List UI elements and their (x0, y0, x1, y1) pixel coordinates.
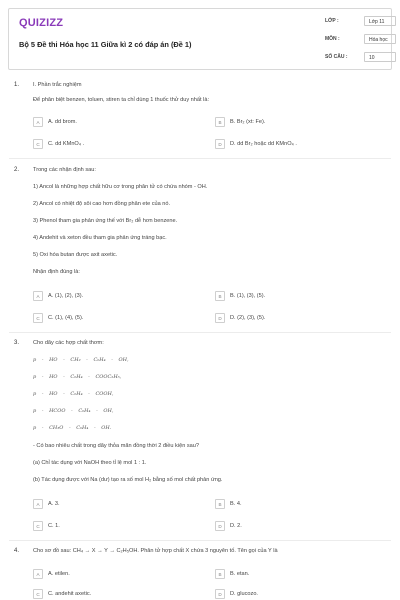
option-letter-box: B (215, 499, 225, 509)
option-c[interactable] (33, 312, 83, 324)
question-divider (9, 332, 391, 333)
option-d[interactable] (215, 588, 258, 600)
option-text: A. dd brom. (48, 119, 77, 125)
subject-label: MÔN : (325, 36, 340, 42)
question-count-value: 10 (364, 52, 396, 62)
question-divider (9, 158, 391, 159)
class-label: LỚP : (325, 18, 339, 24)
compound-formula-4: p - HCOO - C₆H₄ - OH, (33, 408, 114, 414)
option-text: A. (1), (2), (3). (48, 293, 84, 299)
question-divider (9, 540, 391, 541)
option-a[interactable] (33, 498, 60, 510)
option-text: D. dd Br₂ hoặc dd KMnO₄ . (230, 141, 297, 147)
option-text: D. (2), (3), (5). (230, 315, 266, 321)
question-text: Cho sơ đồ sau: CH₄ → X → Y → C₂H₅OH. Phân tử hợp chất X chứa 3 nguyên tố. Tên gọi của Y là (33, 548, 278, 554)
quizizz-logo: QUIZIZZ (19, 17, 64, 29)
condition-b: (b) Tác dụng được với Na (dư) tạo ra số mol H₂ bằng số mol chất phản ứng. (33, 477, 223, 483)
option-letter-box: B (215, 117, 225, 127)
option-text: B. Br₂ (xt: Fe). (230, 119, 266, 125)
statement-5: 5) Oxi hóa butan được axit axetic. (33, 252, 118, 258)
statement-1: 1) Ancol là những hợp chất hữu cơ trong phân tử có chứa nhóm - OH. (33, 184, 208, 190)
question-prompt: Nhận định đúng là: (33, 269, 80, 275)
option-letter-box: A (33, 569, 43, 579)
option-letter-box: D (215, 139, 225, 149)
option-d[interactable] (215, 520, 242, 532)
question-text: I. Phần trắc nghiệm (33, 82, 82, 88)
question-count-label: SỐ CÂU : (325, 54, 348, 60)
option-letter-box: C (33, 521, 43, 531)
option-text: D. glucozo. (230, 591, 258, 597)
option-text: C. dd KMnO₄ . (48, 141, 85, 147)
option-a[interactable] (33, 290, 83, 302)
option-letter-box: C (33, 589, 43, 599)
option-text: C. andehit axetic. (48, 591, 92, 597)
question-number: 4. (14, 548, 20, 554)
statement-4: 4) Andehit và xeton đều tham gia phản ứng tráng bạc. (33, 235, 167, 241)
condition-a: (a) Chỉ tác dụng với NaOH theo tỉ lệ mol 1 : 1. (33, 460, 147, 466)
option-b[interactable] (215, 290, 265, 302)
subject-value: Hóa học (364, 34, 396, 44)
option-letter-box: A (33, 499, 43, 509)
question-number: 3. (14, 340, 20, 346)
option-letter-box: A (33, 117, 43, 127)
option-text: B. 4. (230, 501, 242, 507)
question-number: 2. (14, 167, 20, 173)
compound-formula-5: p - CH₃O - C₆H₄ - OH. (33, 425, 112, 431)
statement-3: 3) Phenol tham gia phản ứng thế với Br₂ dễ hơn benzene. (33, 218, 178, 224)
option-letter-box: D (215, 521, 225, 531)
option-text: D. 2. (230, 523, 242, 529)
option-text: B. etan. (230, 571, 250, 577)
option-a[interactable] (33, 568, 70, 580)
statement-2: 2) Ancol có nhiệt độ sôi cao hơn đồng phân ete của nó. (33, 201, 171, 207)
option-text: A. etilen. (48, 571, 70, 577)
option-letter-box: C (33, 313, 43, 323)
option-letter-box: A (33, 291, 43, 301)
option-c[interactable] (33, 520, 60, 532)
option-letter-box: C (33, 139, 43, 149)
compound-formula-1: p - HO - CH₂ - C₆H₄ - OH, (33, 357, 129, 363)
question-text: Để phân biệt benzen, toluen, stiren ta chỉ dùng 1 thuốc thử duy nhất là: (33, 97, 210, 103)
document-header (8, 8, 392, 70)
option-text: C. (1), (4), (5). (48, 315, 84, 321)
option-letter-box: B (215, 291, 225, 301)
option-b[interactable] (215, 568, 249, 580)
option-letter-box: B (215, 569, 225, 579)
option-text: B. (1), (3), (5). (230, 293, 266, 299)
class-value: Lớp 11 (364, 16, 396, 26)
option-c[interactable] (33, 138, 84, 150)
option-b[interactable] (215, 116, 265, 128)
option-letter-box: D (215, 313, 225, 323)
option-d[interactable] (215, 312, 265, 324)
option-b[interactable] (215, 498, 242, 510)
question-text: - Có bao nhiêu chất trong dãy thỏa mãn đồng thời 2 điều kiện sau? (33, 443, 199, 449)
option-text: A. 3. (48, 501, 60, 507)
option-text: C. 1. (48, 523, 60, 529)
option-d[interactable] (215, 138, 297, 150)
compound-formula-2: p - HO - C₆H₄ - COOC₂H₅, (33, 374, 122, 380)
option-a[interactable] (33, 116, 77, 128)
document-title: Bộ 5 Đề thi Hóa học 11 Giữa kì 2 có đáp án (Đề 1) (19, 40, 192, 49)
question-number: 1. (14, 82, 20, 88)
option-letter-box: D (215, 589, 225, 599)
question-text: Cho dãy các hợp chất thơm: (33, 340, 104, 346)
option-c[interactable] (33, 588, 91, 600)
question-text: Trong các nhận định sau: (33, 167, 96, 173)
compound-formula-3: p - HO - C₆H₄ - COOH, (33, 391, 114, 397)
